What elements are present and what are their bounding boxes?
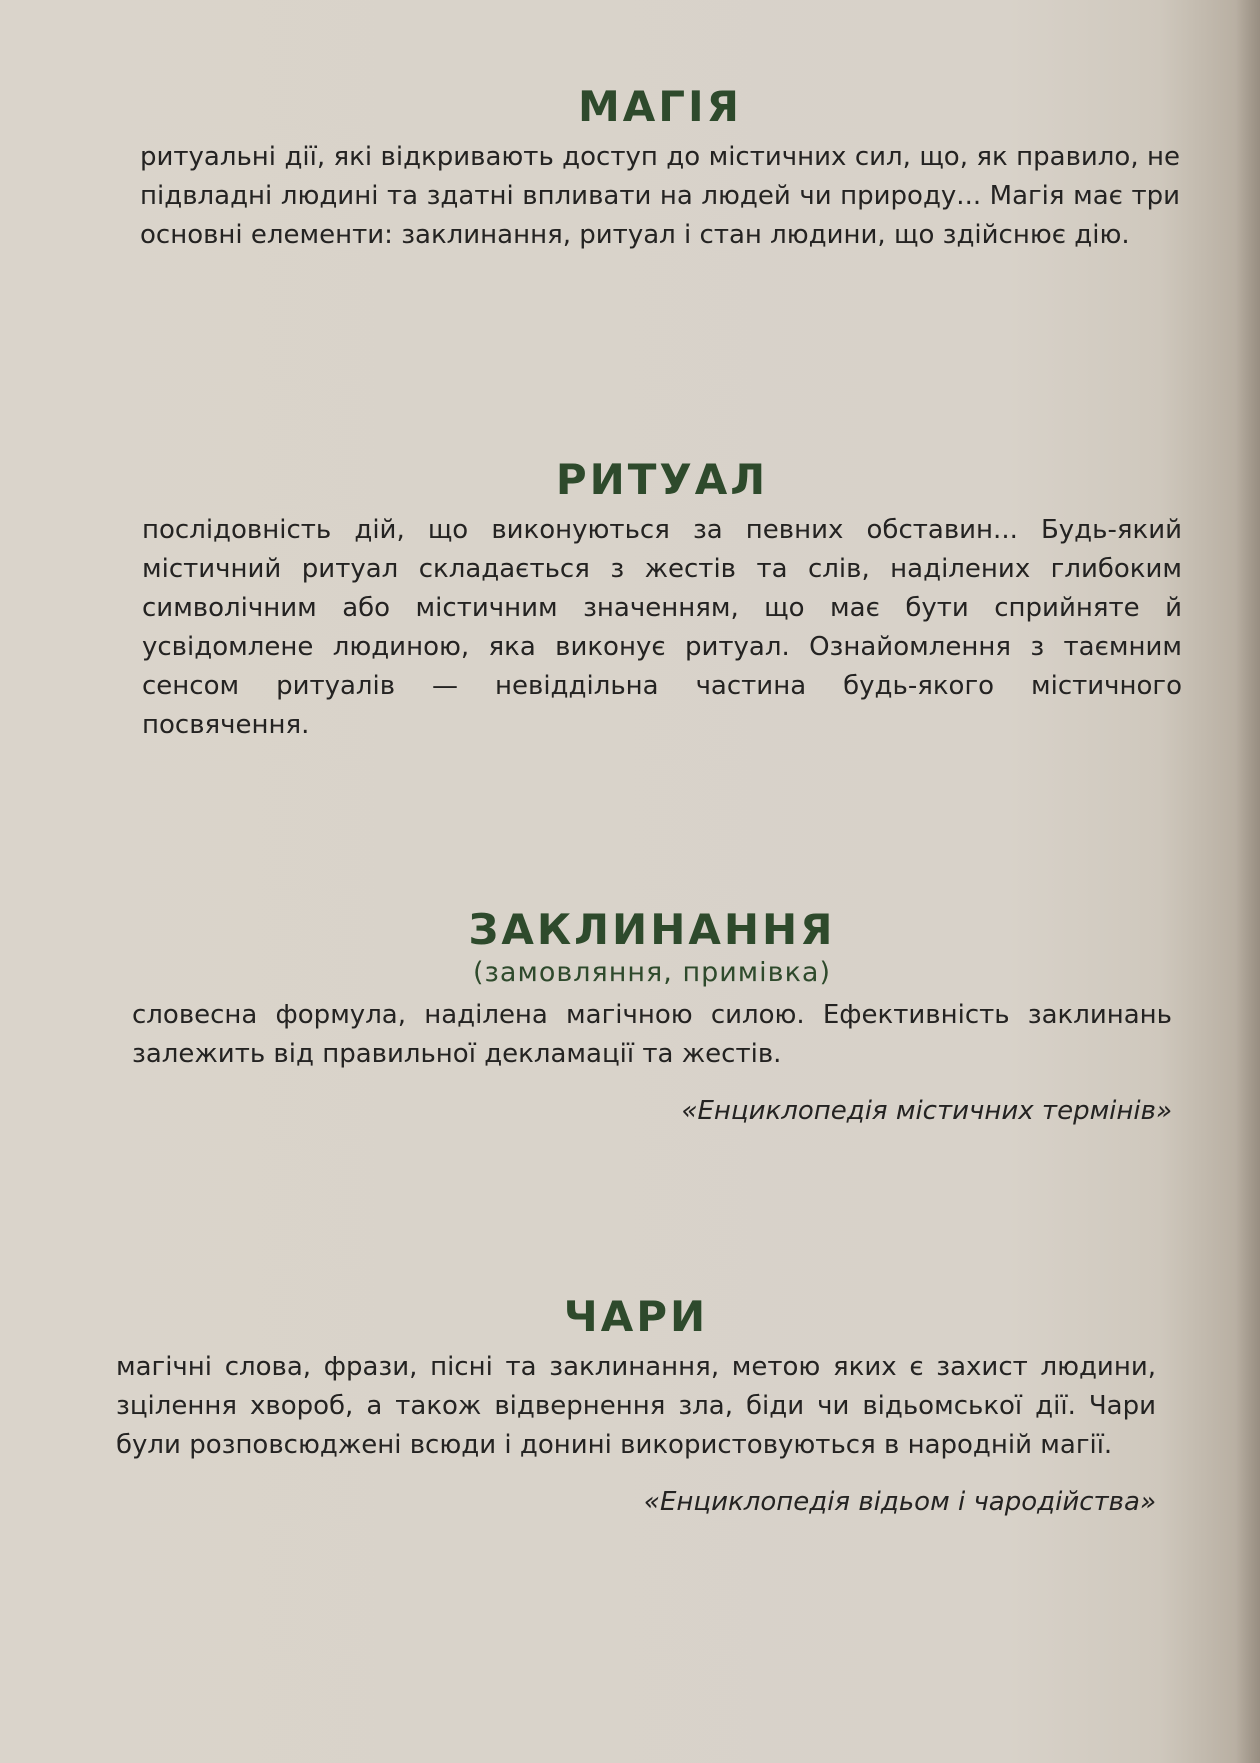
entry-chary — [116, 1292, 1156, 1517]
entry-text: ритуальні дії, які відкривають доступ до містичних сил, що, як правило, не підвладні людині та здатні впливати на людей чи природу... Магія має три основні елементи: заклинання, ритуал і стан людини, що здійснює дію. — [140, 142, 1180, 251]
entry-text: словесна формула, наділена магічною силою. Ефективність заклинань залежить від правильної декламації та жестів. — [132, 1000, 1172, 1070]
entry-source: «Енциклопедія містичних термінів» — [681, 1096, 1172, 1127]
entry-title: МАГІЯ — [577, 82, 743, 131]
entry-zaklynannya — [132, 905, 1172, 1126]
entry-title: ЧАРИ — [563, 1292, 709, 1341]
entry-title: РИТУАЛ — [555, 455, 769, 504]
entry-subtitle: (замовляння, примівка) — [473, 957, 831, 989]
entry-text: магічні слова, фрази, пісні та заклинання, метою яких є захист людини, зцілення хвороб, а також відвернення зла, біди чи відьомської дії. Чари були розповсюджені всюди і донині використовуються в народній магії. — [116, 1352, 1156, 1461]
page-edge-shadow — [1236, 0, 1260, 1763]
entry-title: ЗАКЛИНАННЯ — [468, 905, 836, 954]
entry-magiya — [140, 82, 1180, 255]
entry-source: «Енциклопедія відьом і чародійства» — [643, 1487, 1156, 1518]
entry-text: послідовність дій, що виконуються за певних обставин... Будь-який містичний ритуал складається з жестів та слів, наділених глибоким символічним або містичним значенням, що має бути сприйняте й усвідомлене людиною, яка виконує ритуал. Ознайомлення з таємним сенсом ритуалів — невіддільна частина будь-якого містичного посвячення. — [142, 515, 1182, 741]
entry-ritual — [142, 455, 1182, 745]
